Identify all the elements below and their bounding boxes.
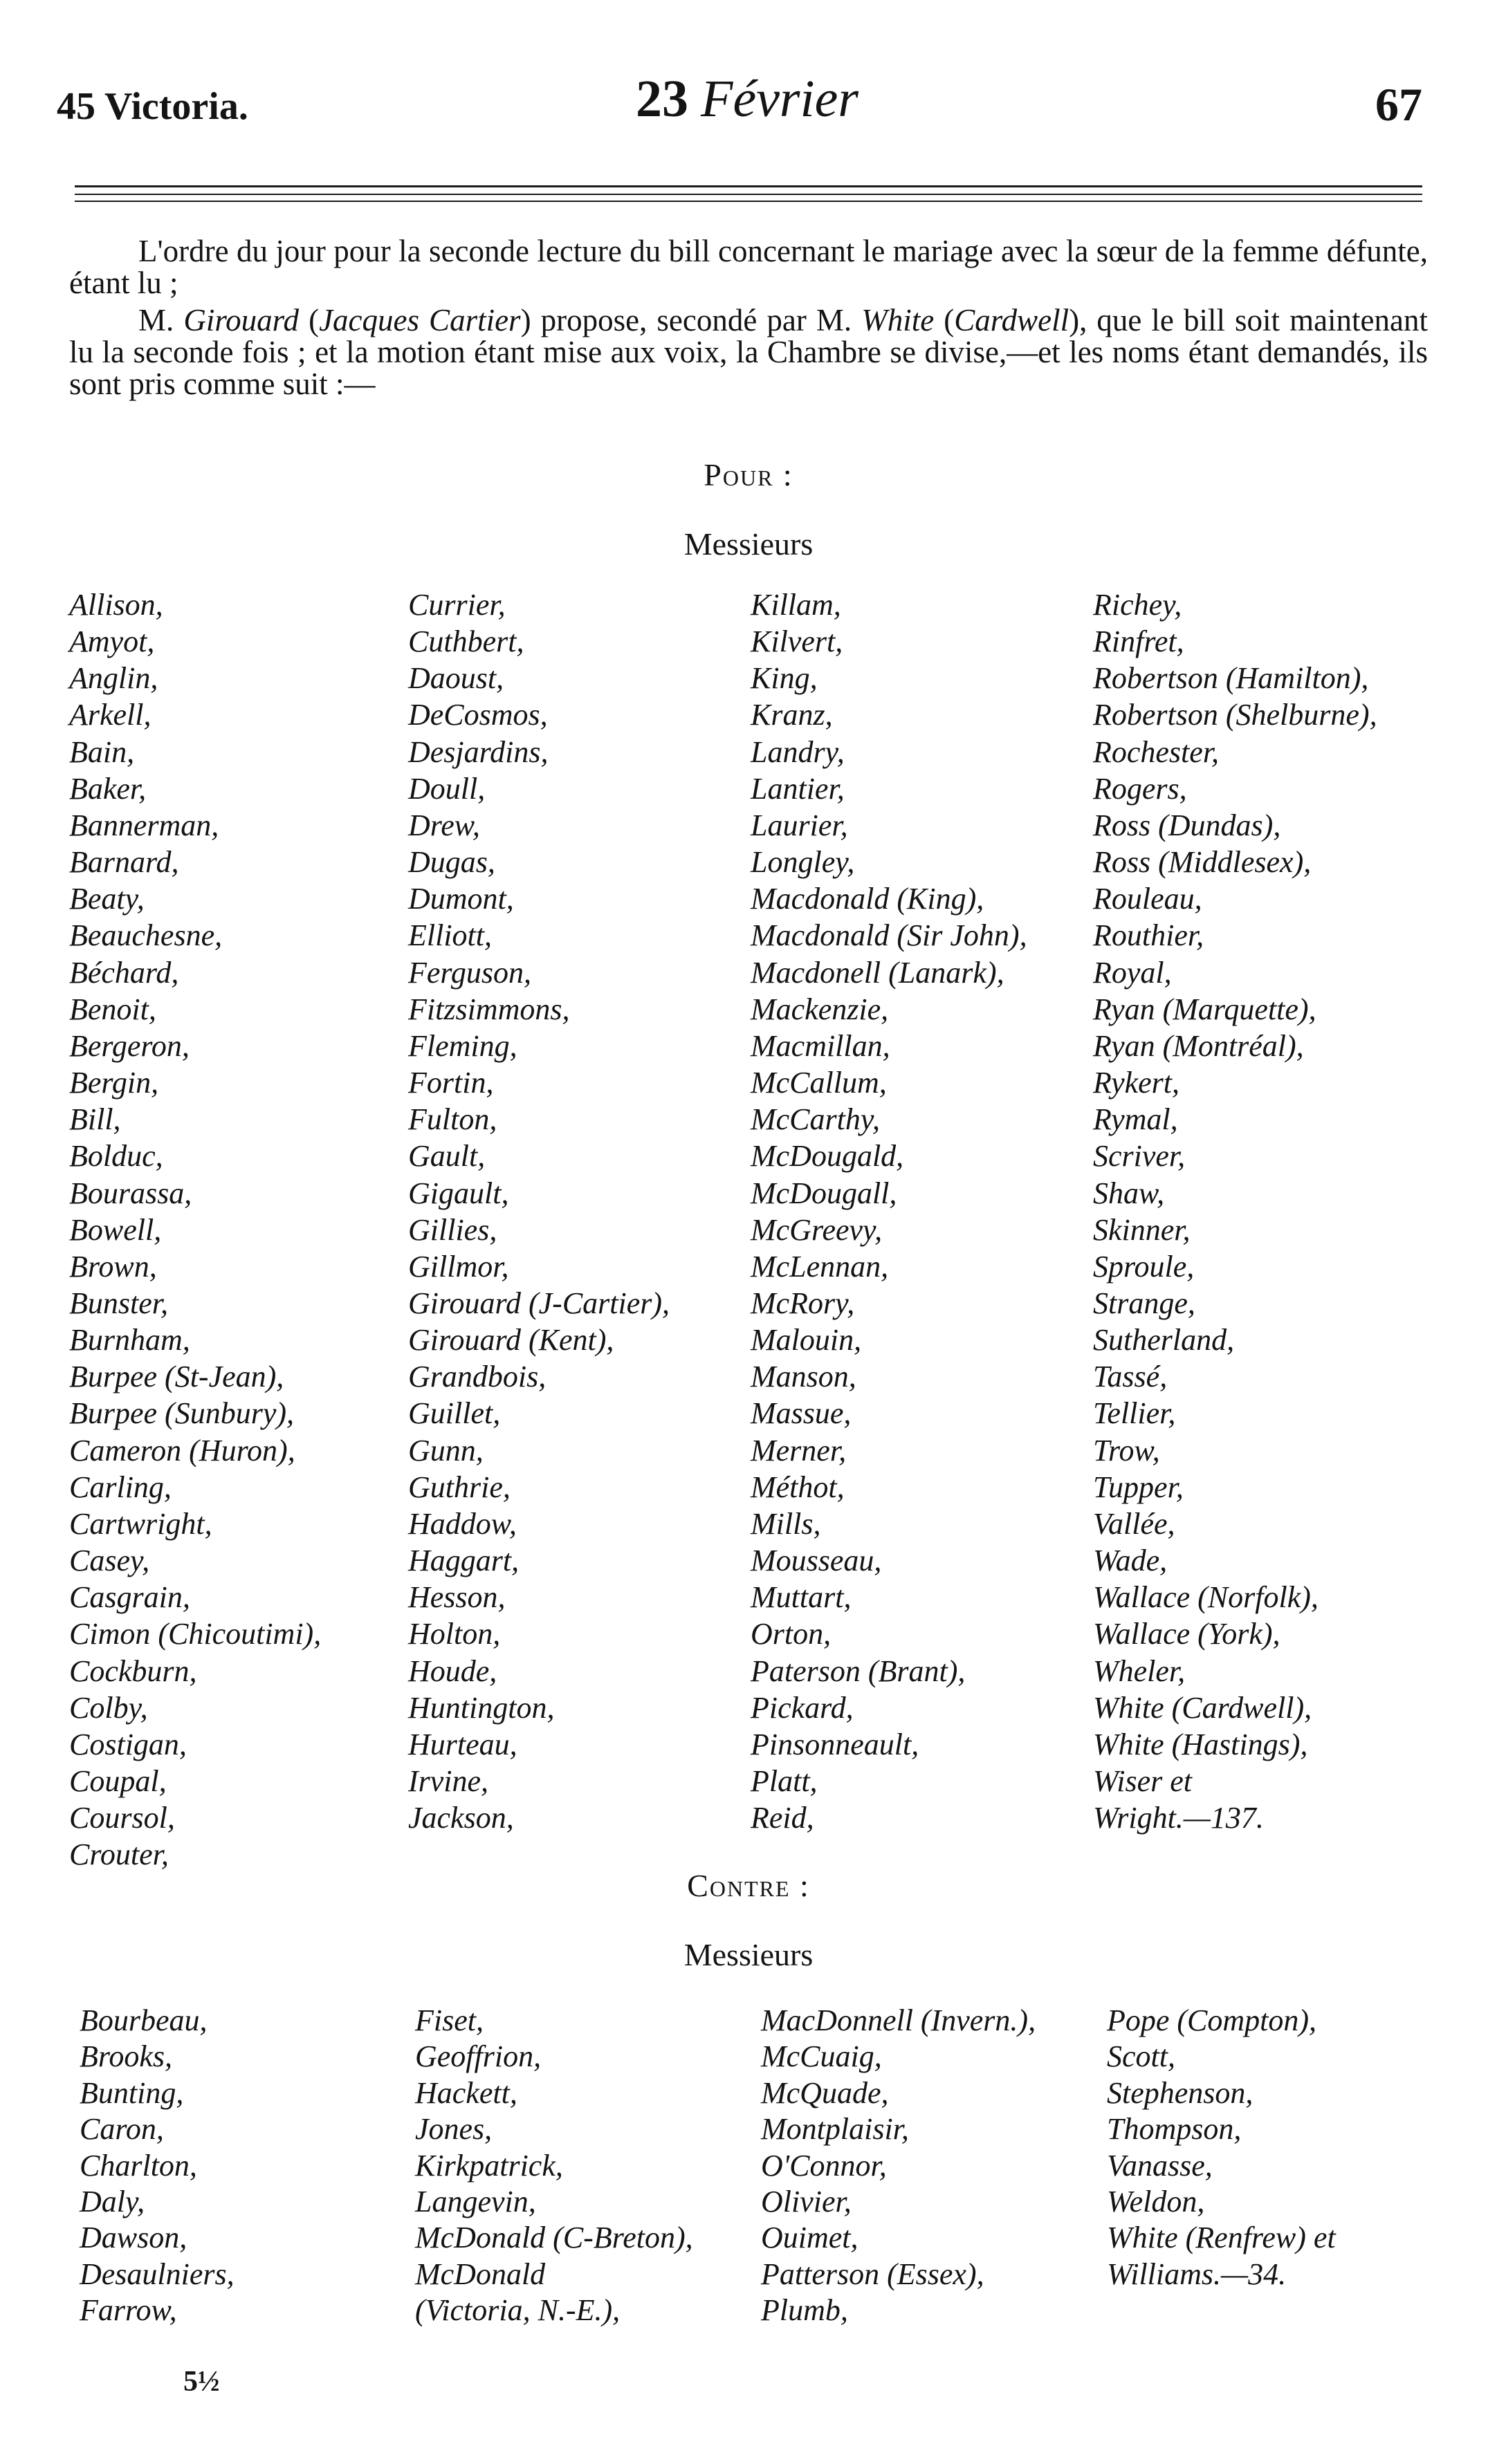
member-name: Longley, <box>751 845 855 880</box>
member-name: Bourassa, <box>69 1176 192 1210</box>
member-name: White (Cardwell), <box>1093 1690 1312 1725</box>
member-name: Langevin, <box>415 2185 536 2219</box>
member-name: Pope (Compton), <box>1107 2003 1317 2037</box>
pour-subheading: Messieurs <box>683 526 814 562</box>
member-name: Cimon (Chicoutimi), <box>69 1617 322 1651</box>
member-name: Girouard (J-Cartier), <box>408 1286 670 1320</box>
member-name: Fleming, <box>408 1028 517 1063</box>
member-name: Burpee (Sunbury), <box>69 1396 295 1431</box>
member-name: Wheler, <box>1093 1654 1186 1688</box>
member-name: Royal, <box>1093 955 1172 990</box>
member-name: Robertson (Shelburne), <box>1093 698 1377 732</box>
member-name: Jackson, <box>408 1801 514 1835</box>
member-name: Ryan (Montréal), <box>1093 1028 1304 1063</box>
member-name: Bergeron, <box>69 1028 190 1063</box>
member-name: Wright.—137. <box>1093 1801 1264 1835</box>
member-name: Kilvert, <box>751 624 843 659</box>
member-name: Anglin, <box>69 661 158 696</box>
member-name: Thompson, <box>1107 2112 1242 2147</box>
member-name: Tassé, <box>1093 1360 1168 1394</box>
member-name: Gillies, <box>408 1212 497 1247</box>
member-name: Kirkpatrick, <box>415 2148 563 2183</box>
member-name: Vanasse, <box>1107 2148 1213 2183</box>
member-name: Beaty, <box>69 882 145 916</box>
member-name: McCallum, <box>751 1066 887 1100</box>
member-name: Guthrie, <box>408 1470 511 1504</box>
member-name: Bannerman, <box>69 808 219 842</box>
member-name: Cuthbert, <box>408 624 524 659</box>
member-name: Daoust, <box>408 661 504 696</box>
member-name: Coursol, <box>69 1801 175 1835</box>
member-name: Scott, <box>1107 2039 1175 2074</box>
member-name: Manson, <box>751 1360 856 1394</box>
member-name: Crouter, <box>69 1837 169 1872</box>
member-name: Béchard, <box>69 955 179 990</box>
member-name: Rykert, <box>1093 1066 1180 1100</box>
member-name: Skinner, <box>1093 1212 1191 1247</box>
date-month: Février <box>701 70 858 128</box>
member-name: Desaulniers, <box>80 2257 235 2291</box>
member-name: Wade, <box>1093 1544 1168 1578</box>
member-name: Hurteau, <box>408 1727 517 1761</box>
member-name: Tellier, <box>1093 1396 1176 1431</box>
member-name: Williams.—34. <box>1107 2257 1287 2291</box>
member-name: Benoit, <box>69 992 156 1026</box>
member-name: McDougall, <box>751 1176 897 1210</box>
member-name: Orton, <box>751 1617 832 1651</box>
member-name: Sutherland, <box>1093 1323 1235 1358</box>
seconder-riding: Cardwell <box>954 303 1069 337</box>
member-name: Charlton, <box>80 2148 197 2183</box>
member-name: Kranz, <box>751 698 833 732</box>
member-name: Reid, <box>751 1801 814 1835</box>
member-name: Pinsonneault, <box>751 1727 919 1761</box>
member-name: Cameron (Huron), <box>69 1433 295 1467</box>
mover-name: Girouard <box>183 303 300 337</box>
member-name: McDougald, <box>751 1139 904 1174</box>
member-name: Haddow, <box>408 1506 517 1541</box>
member-name: Strange, <box>1093 1286 1195 1320</box>
member-name: Macdonell (Lanark), <box>751 955 1004 990</box>
contre-subheading: Messieurs <box>683 1937 814 1972</box>
member-name: DeCosmos, <box>408 698 548 732</box>
member-name: Baker, <box>69 771 147 806</box>
member-name: Cartwright, <box>69 1506 212 1541</box>
member-name: Shaw, <box>1093 1176 1165 1210</box>
member-name: Richey, <box>1093 588 1182 622</box>
member-name: Fortin, <box>408 1066 494 1100</box>
member-name: Caron, <box>80 2112 164 2147</box>
pour-column-2 <box>408 586 670 1836</box>
member-name: White (Hastings), <box>1093 1727 1308 1761</box>
member-name: Olivier, <box>761 2185 852 2219</box>
member-name: Ross (Dundas), <box>1093 808 1281 842</box>
member-name: Robertson (Hamilton), <box>1093 661 1369 696</box>
member-name: Wiser et <box>1093 1764 1192 1798</box>
member-name: Massue, <box>751 1396 852 1431</box>
pour-column-3 <box>751 586 1027 1836</box>
seconder-name: White <box>861 303 935 337</box>
member-name: Mackenzie, <box>751 992 889 1026</box>
member-name: Jones, <box>415 2112 493 2147</box>
member-name: Vallée, <box>1093 1506 1175 1541</box>
member-name: Grandbois, <box>408 1360 547 1394</box>
member-name: Dawson, <box>80 2221 187 2255</box>
motion-paragraph: M. Girouard (Jacques Cartier) propose, secondé par M. White (Cardwell), que le bill soit maintenant lu la seconde fois ; et la motion étant mise aux voix, la Chambre se divise,—et les noms étant demandés, ils sont pris comme suit :— <box>69 303 1429 401</box>
member-name: Bolduc, <box>69 1139 163 1174</box>
member-name: Doull, <box>408 771 486 806</box>
member-name: McDonald (C-Breton), <box>415 2221 693 2255</box>
member-name: McCarthy, <box>751 1102 880 1137</box>
member-name: Wallace (York), <box>1093 1617 1280 1651</box>
member-name: Coupal, <box>69 1764 167 1798</box>
member-name: MacDonnell (Invern.), <box>761 2003 1036 2037</box>
member-name: McCuaig, <box>761 2039 882 2074</box>
pour-heading: Pour : <box>704 457 793 492</box>
member-name: White (Renfrew) et <box>1107 2221 1336 2255</box>
member-name: Barnard, <box>69 845 179 880</box>
member-name: McQuade, <box>761 2075 889 2110</box>
contre-column-4 <box>1107 2003 1336 2292</box>
member-name: Malouin, <box>751 1323 862 1358</box>
member-name: Beauchesne, <box>69 918 223 953</box>
member-name: Gillmor, <box>408 1249 509 1284</box>
member-name: Bergin, <box>69 1066 159 1100</box>
member-name: Rochester, <box>1093 734 1220 769</box>
member-name: McDonald <box>415 2257 546 2291</box>
member-name: Gigault, <box>408 1176 509 1210</box>
member-name: Fulton, <box>408 1102 497 1137</box>
member-name: O'Connor, <box>761 2148 887 2183</box>
member-name: King, <box>751 661 818 696</box>
member-name: Fitzsimmons, <box>408 992 570 1026</box>
member-name: Currier, <box>408 588 506 622</box>
member-name: Weldon, <box>1107 2185 1205 2219</box>
contre-column-3 <box>761 2003 1036 2329</box>
member-name: Ouimet, <box>761 2221 858 2255</box>
member-name: Killam, <box>751 588 841 622</box>
member-name: Costigan, <box>69 1727 187 1761</box>
member-name: Wallace (Norfolk), <box>1093 1580 1319 1615</box>
member-name: Amyot, <box>69 624 155 659</box>
member-name: Gault, <box>408 1139 486 1174</box>
member-name: Dugas, <box>408 845 495 880</box>
member-name: Merner, <box>751 1433 847 1467</box>
member-name: Hackett, <box>415 2075 517 2110</box>
date-day: 23 <box>636 70 689 128</box>
member-name: Plumb, <box>761 2293 848 2328</box>
member-name: Bill, <box>69 1102 121 1137</box>
member-name: Rinfret, <box>1093 624 1184 659</box>
member-name: Irvine, <box>408 1764 489 1798</box>
member-name: Bowell, <box>69 1212 162 1247</box>
member-name: Farrow, <box>80 2293 177 2328</box>
member-name: Mills, <box>751 1506 821 1541</box>
member-name: Ross (Middlesex), <box>1093 845 1312 880</box>
member-name: Paterson (Brant), <box>751 1654 966 1688</box>
order-of-day-paragraph: L'ordre du jour pour la seconde lecture du bill concernant le mariage avec la sœur de la femme défunte, étant lu ; <box>69 234 1428 300</box>
member-name: Sproule, <box>1093 1249 1195 1284</box>
member-name: Casey, <box>69 1544 150 1578</box>
member-name: Geoffrion, <box>415 2039 542 2074</box>
contre-column-1 <box>80 2003 235 2329</box>
member-name: Drew, <box>408 808 480 842</box>
pour-column-1 <box>69 586 321 1873</box>
member-name: Tupper, <box>1093 1470 1184 1504</box>
member-name: Platt, <box>751 1764 818 1798</box>
member-name: Montplaisir, <box>761 2112 909 2147</box>
member-name: Ryan (Marquette), <box>1093 992 1316 1026</box>
member-name: Daly, <box>80 2185 145 2219</box>
member-name: Trow, <box>1093 1433 1160 1467</box>
contre-heading: Contre : <box>687 1868 810 1903</box>
member-name: Gunn, <box>408 1433 484 1467</box>
contre-column-2 <box>415 2003 693 2329</box>
member-name: McRory, <box>751 1286 855 1320</box>
mover-riding: Jacques Cartier <box>319 303 521 337</box>
member-name: Rymal, <box>1093 1102 1178 1137</box>
member-name: Lantier, <box>751 771 845 806</box>
pour-column-4 <box>1093 586 1377 1836</box>
member-name: Colby, <box>69 1690 148 1725</box>
member-name: Allison, <box>69 588 163 622</box>
member-name: McGreevy, <box>751 1212 883 1247</box>
member-name: Rouleau, <box>1093 882 1202 916</box>
member-name: Bunster, <box>69 1286 168 1320</box>
member-name: Macdonald (Sir John), <box>751 918 1027 953</box>
member-name: Stephenson, <box>1107 2075 1253 2110</box>
member-name: Rogers, <box>1093 771 1187 806</box>
member-name: Holton, <box>408 1617 501 1651</box>
member-name: Carling, <box>69 1470 172 1504</box>
running-head-date <box>602 69 892 145</box>
member-name: Girouard (Kent), <box>408 1323 614 1358</box>
member-name: Fiset, <box>415 2003 484 2037</box>
member-name: Mousseau, <box>751 1544 882 1578</box>
signature-mark: 5½ <box>183 2366 220 2398</box>
member-name: Hesson, <box>408 1580 506 1615</box>
member-name: Elliott, <box>408 918 492 953</box>
member-name: Huntington, <box>408 1690 555 1725</box>
member-name: Routhier, <box>1093 918 1204 953</box>
member-name: Brooks, <box>80 2039 173 2074</box>
running-head-session: 45 Victoria. <box>57 85 248 128</box>
member-name: Macdonald (King), <box>751 882 984 916</box>
member-name: Dumont, <box>408 882 514 916</box>
header-rule <box>75 194 1422 195</box>
member-name: Desjardins, <box>408 734 549 769</box>
member-name: Pickard, <box>751 1690 854 1725</box>
member-name: Méthot, <box>751 1470 845 1504</box>
member-name: Macmillan, <box>751 1028 890 1063</box>
member-name: Casgrain, <box>69 1580 190 1615</box>
member-name: Bain, <box>69 734 135 769</box>
member-name: Haggart, <box>408 1544 520 1578</box>
member-name: Arkell, <box>69 698 151 732</box>
member-name: Ferguson, <box>408 955 532 990</box>
member-name: Bourbeau, <box>80 2003 208 2037</box>
member-name: Burpee (St-Jean), <box>69 1360 284 1394</box>
header-rule <box>75 185 1422 187</box>
header-rule <box>75 201 1422 202</box>
member-name: Muttart, <box>751 1580 852 1615</box>
member-name: McLennan, <box>751 1249 889 1284</box>
member-name: Guillet, <box>408 1396 501 1431</box>
member-name: Patterson (Essex), <box>761 2257 984 2291</box>
member-name: Brown, <box>69 1249 157 1284</box>
member-name: Burnham, <box>69 1323 190 1358</box>
member-name: (Victoria, N.-E.), <box>415 2293 621 2328</box>
member-name: Landry, <box>751 734 845 769</box>
member-name: Houde, <box>408 1654 497 1688</box>
page-number: 67 <box>1375 78 1422 131</box>
member-name: Cockburn, <box>69 1654 197 1688</box>
member-name: Laurier, <box>751 808 848 842</box>
member-name: Bunting, <box>80 2075 184 2110</box>
member-name: Scriver, <box>1093 1139 1186 1174</box>
